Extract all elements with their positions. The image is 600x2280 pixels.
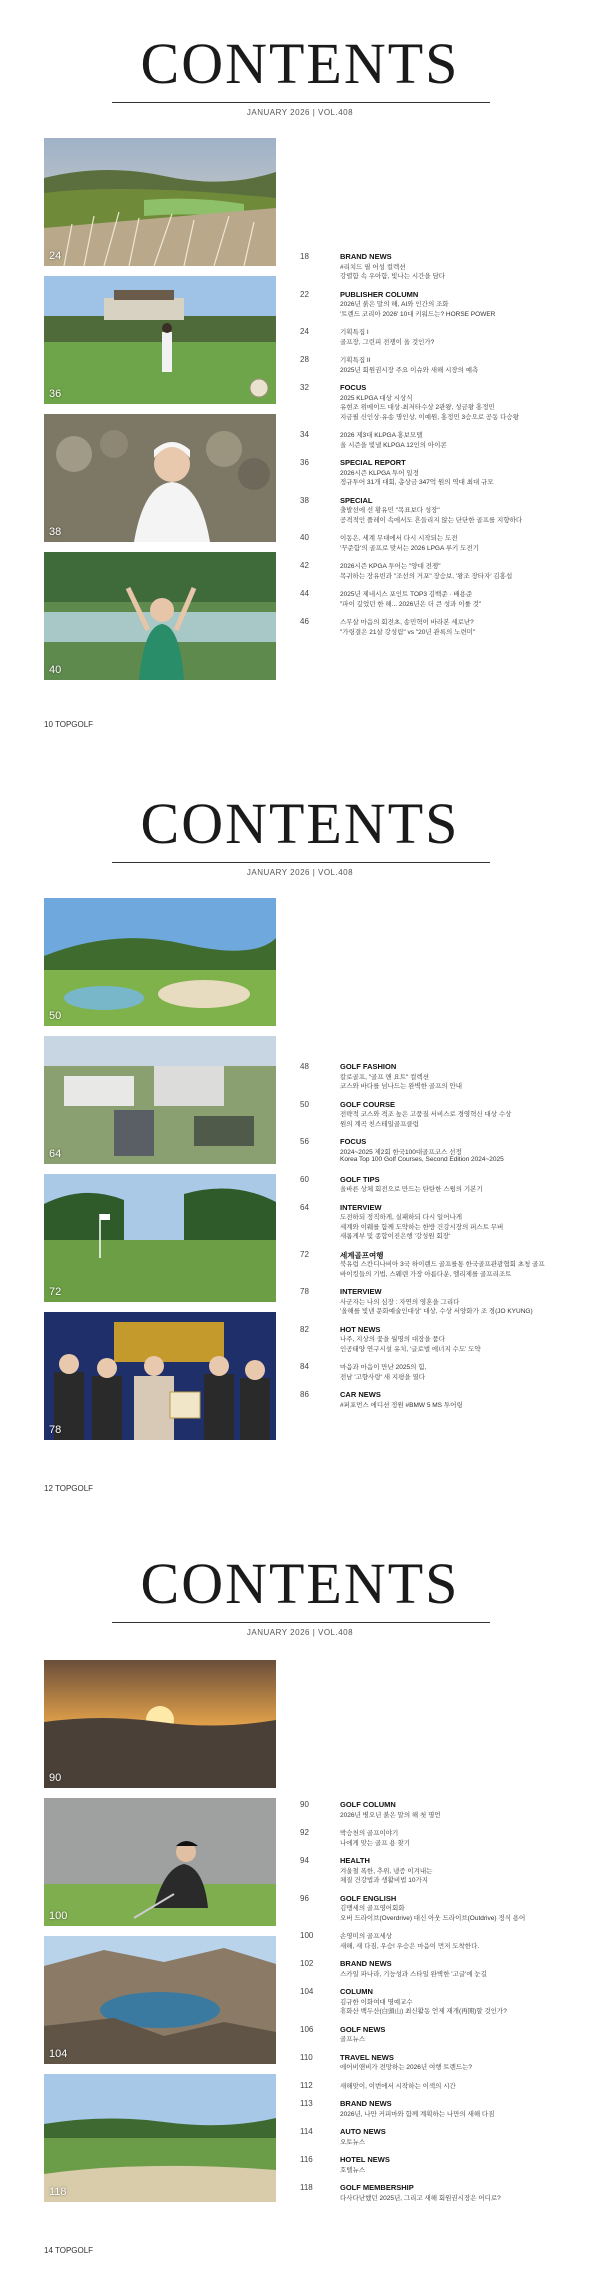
toc-section-label: FOCUS [340,1137,367,1146]
toc-section-label: BRAND NEWS [340,252,392,261]
photo-page-number: 64 [49,1148,62,1160]
toc-entry-line: 올 시즌을 빛낼 KLPGA 12인의 아이콘 [340,441,447,449]
toc-page-number: 64 [300,1202,309,1212]
photo-art [44,2074,276,2202]
toc-entry-line: 오버 드라이브(Overdrive) 대신 아웃 드라이브(Outdrive) 정식 용어 [340,1914,526,1922]
toc-entry-line: 정규투어 31개 대회, 총상금 347억 원의 역대 최대 규모 [340,479,494,486]
toc-section-label: GOLF NEWS [340,2024,386,2034]
toc-entry-line: 2026년 병오년 붉은 말의 해 첫 명언 [340,1811,441,1819]
toc-section-label: BRAND NEWS [340,1959,392,1968]
title-rule [112,102,490,103]
toc-page-number: 38 [300,495,309,505]
toc-entry-line: 인공태양 연구시설 유치, '글로벌 에너지 수도' 도약 [340,1345,481,1353]
photo-aerial-building [44,1036,276,1164]
toc-entry[interactable] [300,1931,590,1950]
toc-entry[interactable] [300,1250,590,1279]
toc-entry-line: 기획특집 II [340,357,371,364]
toc-entry-line: 김규한 이화여대 명예교수 [340,1998,413,2006]
toc-entry-line: 칼로골프, "골프 앤 요트" 컬렉션 [340,1073,429,1081]
photo-page-number: 90 [49,1772,62,1784]
toc-entry[interactable] [300,1959,590,1978]
toc-entry[interactable] [300,1894,590,1923]
toc-entry-line: 사군자는 나의 심장 : 자연의 영혼을 그리다 [340,1298,460,1306]
toc-section-label: COLUMN [340,1987,373,1996]
issue-line: JANUARY 2026 | VOL.408 [246,868,354,877]
toc-entry-line: 2025년 제네시스 포인트 TOP3 김백준 · 배용준 [340,591,473,598]
toc-entry[interactable] [300,327,590,346]
photo-art [44,898,276,1026]
toc-section-label: HOTEL NEWS [340,2155,390,2164]
toc-entry[interactable] [300,290,590,319]
toc-page-number: 36 [300,458,309,467]
contents-page-3 [0,1520,600,2280]
toc-section-label: GOLF TIPS [340,1174,380,1184]
toc-section-label: INTERVIEW [340,1202,382,1212]
toc-entry-line: 세계와 이웨를 함께 도약하는 한방 건강시장의 퍼스트 무버 [340,1223,504,1231]
toc-entry[interactable] [300,1987,590,2016]
photo-art [44,138,276,266]
photo-art [44,1936,276,2064]
toc-entry-line: 2025년 회원권시장 주요 이슈와 새해 시장의 예측 [340,366,479,374]
toc-entry[interactable] [300,496,590,525]
toc-entry[interactable] [300,1203,590,1241]
photo-page-number: 104 [49,2048,68,2060]
toc-page-number: 42 [300,561,309,570]
toc-page-number: 44 [300,589,309,598]
toc-page-number: 110 [300,2052,313,2062]
toc-entry-line: 겨울철 폭한, 추위, 냉증 이겨내는 [340,1867,433,1875]
toc-entry-line: 스카일 파나라, 기능성과 스타일 완벽한 '고글'에 눈길 [340,1970,487,1978]
toc-entry[interactable] [300,252,590,281]
page-folio: 14 TOPGOLF [44,2246,94,2255]
toc-page-number: 28 [300,355,309,364]
toc-page-number: 56 [300,1137,309,1146]
photo-art [44,1798,276,1926]
issue-line: JANUARY 2026 | VOL.408 [246,1628,354,1637]
toc-entry[interactable] [300,1390,590,1409]
toc-entry-line: 2026년 붉은 말의 해, AI와 인간의 조화 [340,301,449,308]
photo-page-number: 24 [49,250,62,262]
toc-section-label: PUBLISHER COLUMN [340,289,419,299]
toc-section-label: GOLF MEMBERSHIP [340,2183,414,2192]
toc-entry-line: 2024~2025 제2회 한국100대골프코스 선정 [340,1148,462,1156]
toc-page-number: 50 [300,1099,309,1109]
contents-page-2 [0,760,600,1520]
toc-entry[interactable] [300,1137,590,1166]
toc-entry-line: 김맹세의 골프영어회화 [340,1905,405,1912]
toc-entry-line: 골프뉴스 [340,2036,366,2043]
toc-page-number: 113 [300,2099,313,2108]
contents-page-1 [0,0,600,760]
photo-golfer-putting [44,1798,276,1926]
photo-player-celebration [44,552,276,680]
toc-entry-line: '트렌드 코리아 2026' 10대 키워드는? HORSE POWER [340,310,496,318]
contents-title: CONTENTS [140,1551,460,1616]
photo-page-number: 40 [49,664,62,676]
toc-entry[interactable] [300,1287,590,1316]
toc-entry[interactable] [300,1362,590,1381]
toc-entry[interactable] [300,2081,590,2091]
toc-entry-line: 새롭게부 및 종합이진은행 '강성원 회장' [340,1233,451,1240]
toc-entry[interactable] [300,383,590,421]
toc-page-number: 34 [300,430,309,439]
title-rule [112,1622,490,1623]
toc-entry-line: 전남 '고향사랑' 새 지평을 열다 [340,1373,426,1381]
toc-section-label: 세계골프여행 [340,1250,384,1260]
photo-page-number: 72 [49,1286,62,1298]
toc-page-number: 102 [300,1959,314,1968]
toc-entry-line: 마음과 마음이 만난 2025의 힘, [340,1364,427,1371]
toc-page-number: 94 [300,1856,309,1865]
photo-page-number: 78 [49,1424,62,1436]
toc-entry-line: "파이 깊었던 한 해... 2026년은 더 큰 성과 이룰 것" [340,600,482,608]
toc-entry[interactable] [300,355,590,374]
toc-section-label: BRAND NEWS [340,2099,392,2108]
photo-page-number: 118 [49,2186,67,2198]
photo-art [44,552,276,680]
contents-title: CONTENTS [140,31,460,96]
photo-course-bunker [44,898,276,1026]
toc-entry-line: 공격적인 플레이 속에서도 흔들리지 않는 단단한 골프를 지향하다 [340,516,523,524]
toc-entry[interactable] [300,1175,590,1194]
toc-entry[interactable] [300,2053,590,2072]
toc-entry-line: 바이킹들의 기법, 스웨덴 가장 아름다운, 엘리제를 골프리조트 [340,1270,512,1278]
toc-page-number: 18 [300,252,309,261]
toc-entry[interactable] [300,561,590,580]
toc-section-label: AUTO NEWS [340,2127,386,2136]
photo-fairway-landscape [44,2074,276,2202]
toc-page-number: 24 [300,327,309,336]
photo-page-number: 50 [49,1010,62,1022]
toc-section-label: HEALTH [340,1856,370,1865]
toc-section-label: INTERVIEW [340,1287,382,1296]
toc-section-label: SPECIAL [340,495,373,505]
toc-entry-line: 스무살 마음의 회전초, 송민혁이 바라본 세로난? [340,619,474,626]
photo-page-number: 36 [49,388,62,400]
toc-entry[interactable] [300,1100,590,1129]
toc-entry-line: 골프장, 그린피 전쟁이 올 것인가? [340,338,435,346]
photo-art [44,1174,276,1302]
photo-clubhouse-swing [44,276,276,404]
toc-section-label: GOLF COLUMN [340,1800,396,1809]
toc-entry[interactable] [300,2099,590,2118]
toc-entry[interactable] [300,2155,590,2174]
toc-entry[interactable] [300,430,590,449]
toc-page-number: 78 [300,1287,309,1296]
toc-entry[interactable] [300,2183,590,2202]
toc-entry[interactable] [300,2025,590,2044]
photo-page-number: 38 [49,526,62,538]
toc-entry-line: Korea Top 100 Golf Courses, Second Edition 2024~2025 [340,1156,504,1163]
toc-page-number: 106 [300,2024,314,2034]
toc-entry-line: 호텔뉴스 [340,2166,366,2174]
toc-page-number: 82 [300,1324,309,1334]
toc-section-label: CAR NEWS [340,1390,381,1399]
page-folio: 12 TOPGOLF [44,1484,94,1493]
toc-entry-line: 2026시즌 KLPGA 투어 일정 [340,469,419,477]
toc-entry[interactable] [300,589,590,608]
toc-page-number: 92 [300,1828,309,1837]
toc-entry-line: "가링결은 21살 강성림" vs "20년 관록의 노련미" [340,628,476,636]
toc-entry[interactable] [300,617,590,636]
toc-entry-line: 출발선에 선 황유민 "목표보다 성장" [340,507,440,514]
photo-art [44,1036,276,1164]
contents-title: CONTENTS [140,791,460,856]
toc-entry-line: 휴화산 백두산(白頭山) 최신활동 언제 재개(再開)할 것인가? [340,2008,507,2015]
toc-entry-line: 2026 제3대 KLPGA 홍보모델 [340,432,423,439]
toc-page-number: 118 [300,2183,313,2192]
photo-player-portrait [44,414,276,542]
toc-entry-line: 나에게 맞는 골프 용 찾기 [340,1839,411,1847]
toc-entry[interactable] [300,1062,590,1091]
toc-entry-line: 새해맞이, 이번에서 시작하는 이색의 시간 [340,2082,456,2090]
toc-page-number: 96 [300,1893,309,1903]
toc-entry-line: 이동은, 세계 무대에서 다시 시작되는 도전 [340,535,458,542]
photo-page-number: 100 [49,1910,68,1922]
toc-entry-line: 원의 계곡 친스테일골프클럽 [340,1120,419,1128]
toc-entry-line: 나주, 지상의 꽃을 월명의 대장을 품다 [340,1336,446,1343]
toc-entry-line: 북유럽 스칸디나비아 3국 하이랜드 골프를통 한국골프관광협회 초청 골프 [340,1261,545,1268]
toc-entry-line: 새해, 새 다짐, 우승! 우승은 마음이 먼저 도착한다. [340,1942,480,1950]
photo-sunrise-sea [44,1660,276,1788]
toc-entry[interactable] [300,1828,590,1847]
toc-entry[interactable] [300,458,590,487]
toc-section-label: TRAVEL NEWS [340,2052,394,2062]
issue-line: JANUARY 2026 | VOL.408 [246,108,354,117]
toc-entry[interactable] [300,533,590,552]
photo-art [44,414,276,542]
toc-entry-line: 전략적 코스와 격조 높은 고품질 서비스로 경영혁신 대상 수상 [340,1111,512,1118]
toc-page-number: 48 [300,1062,309,1071]
toc-entry-line: '꾸준함'의 골프로 맞서는 2026 LPGA 루키 도전기 [340,544,479,552]
toc-page-number: 116 [300,2155,313,2164]
toc-page-number: 112 [300,2080,313,2090]
toc-entry-line: 에어비앤비가 전망하는 2026년 여행 트렌드는? [340,2064,473,2071]
toc-page-number: 84 [300,1362,309,1371]
toc-page-number: 90 [300,1800,309,1809]
toc-entry-line: 박승천의 골프이야기 [340,1830,399,1837]
toc-entry-line: 다사다난했던 2025년, 그리고 새해 회원권시장은 어디로? [340,2194,501,2202]
photo-award-group [44,1312,276,1440]
toc-page-number: 114 [300,2127,313,2136]
page-folio: 10 TOPGOLF [44,720,94,729]
toc-section-label: GOLF FASHION [340,1062,397,1071]
toc-entry-line: 유현조 위메이드 대상·최저타수상 2관왕, 성금왕 홍정민 [340,404,495,411]
toc-entry-line: 강렬함 속 우아함, 빛나는 시간을 담다 [340,273,446,280]
toc-page-number: 22 [300,289,309,299]
toc-section-label: HOT NEWS [340,1324,381,1334]
toc-page-number: 72 [300,1249,309,1259]
toc-page-number: 46 [300,617,309,626]
photo-volcano-lake [44,1936,276,2064]
toc-page-number: 40 [300,533,309,542]
toc-entry-line: 2026시즌 KPGA 투어는 "양대 전쟁" [340,563,441,570]
toc-entry-line: 체질 건강법과 생활비법 10가지 [340,1877,428,1884]
toc-page-number: 60 [300,1174,309,1184]
toc-entry-line: 올바른 상체 회전으로 만드는 탄탄한 스윙의 기본기 [340,1186,483,1193]
toc-entry-line: 2025 KLPGA 대상 시상식 [340,394,413,402]
toc-entry-line: 기획특집 I [340,329,369,336]
toc-entry[interactable] [300,2127,590,2146]
toc-section-label: GOLF ENGLISH [340,1893,397,1903]
toc-section-label: GOLF COURSE [340,1099,396,1109]
toc-entry-line: '올해를 빛낸 문화예술인대상' 대상, 수상 서양화가 조 경(JO KYUNG) [340,1308,533,1315]
photo-golf-course-grass [44,138,276,266]
toc-page-number: 86 [300,1390,309,1399]
toc-entry-line: #리치드 필 어성 컬렉션 [340,263,406,271]
toc-entry-line: 목귀하는 장유빈과 "조선의 거포" 장승보, '왕조 장타자' 김홍섭 [340,572,513,580]
photo-green-flag [44,1174,276,1302]
photo-art [44,1660,276,1788]
toc-entry[interactable] [300,1325,590,1354]
toc-entry-line: 지금필 신인상·유송 명인상, 이예원, 홍정민 3승으로 공동 다승왕 [340,413,520,421]
toc-page-number: 100 [300,1931,314,1940]
toc-entry-line: 코스와 바다를 넘나드는 완벽한 골프의 안내 [340,1083,463,1090]
toc-entry-line: 손영미의 골프세상 [340,1933,393,1940]
toc-entry[interactable] [300,1856,590,1885]
toc-section-label: FOCUS [340,383,367,392]
toc-entry-line: 오토뉴스 [340,2138,366,2146]
photo-art [44,1312,276,1440]
toc-entry-line: 2026년, 나만 커피마와 함께 계획하는 나만의 새해 다짐 [340,2110,495,2118]
photo-art [44,276,276,404]
toc-entry-line: 도전하되 정직하게, 실패하되 다시 일어나게 [340,1214,463,1221]
toc-entry-line: #퍼포먼스 에디션 정원 #BMW 5 MS 투어링 [340,1401,463,1409]
toc-page-number: 32 [300,383,309,392]
toc-section-label: SPECIAL REPORT [340,458,406,467]
toc-entry[interactable] [300,1800,590,1819]
title-rule [112,862,490,863]
toc-page-number: 104 [300,1987,314,1996]
